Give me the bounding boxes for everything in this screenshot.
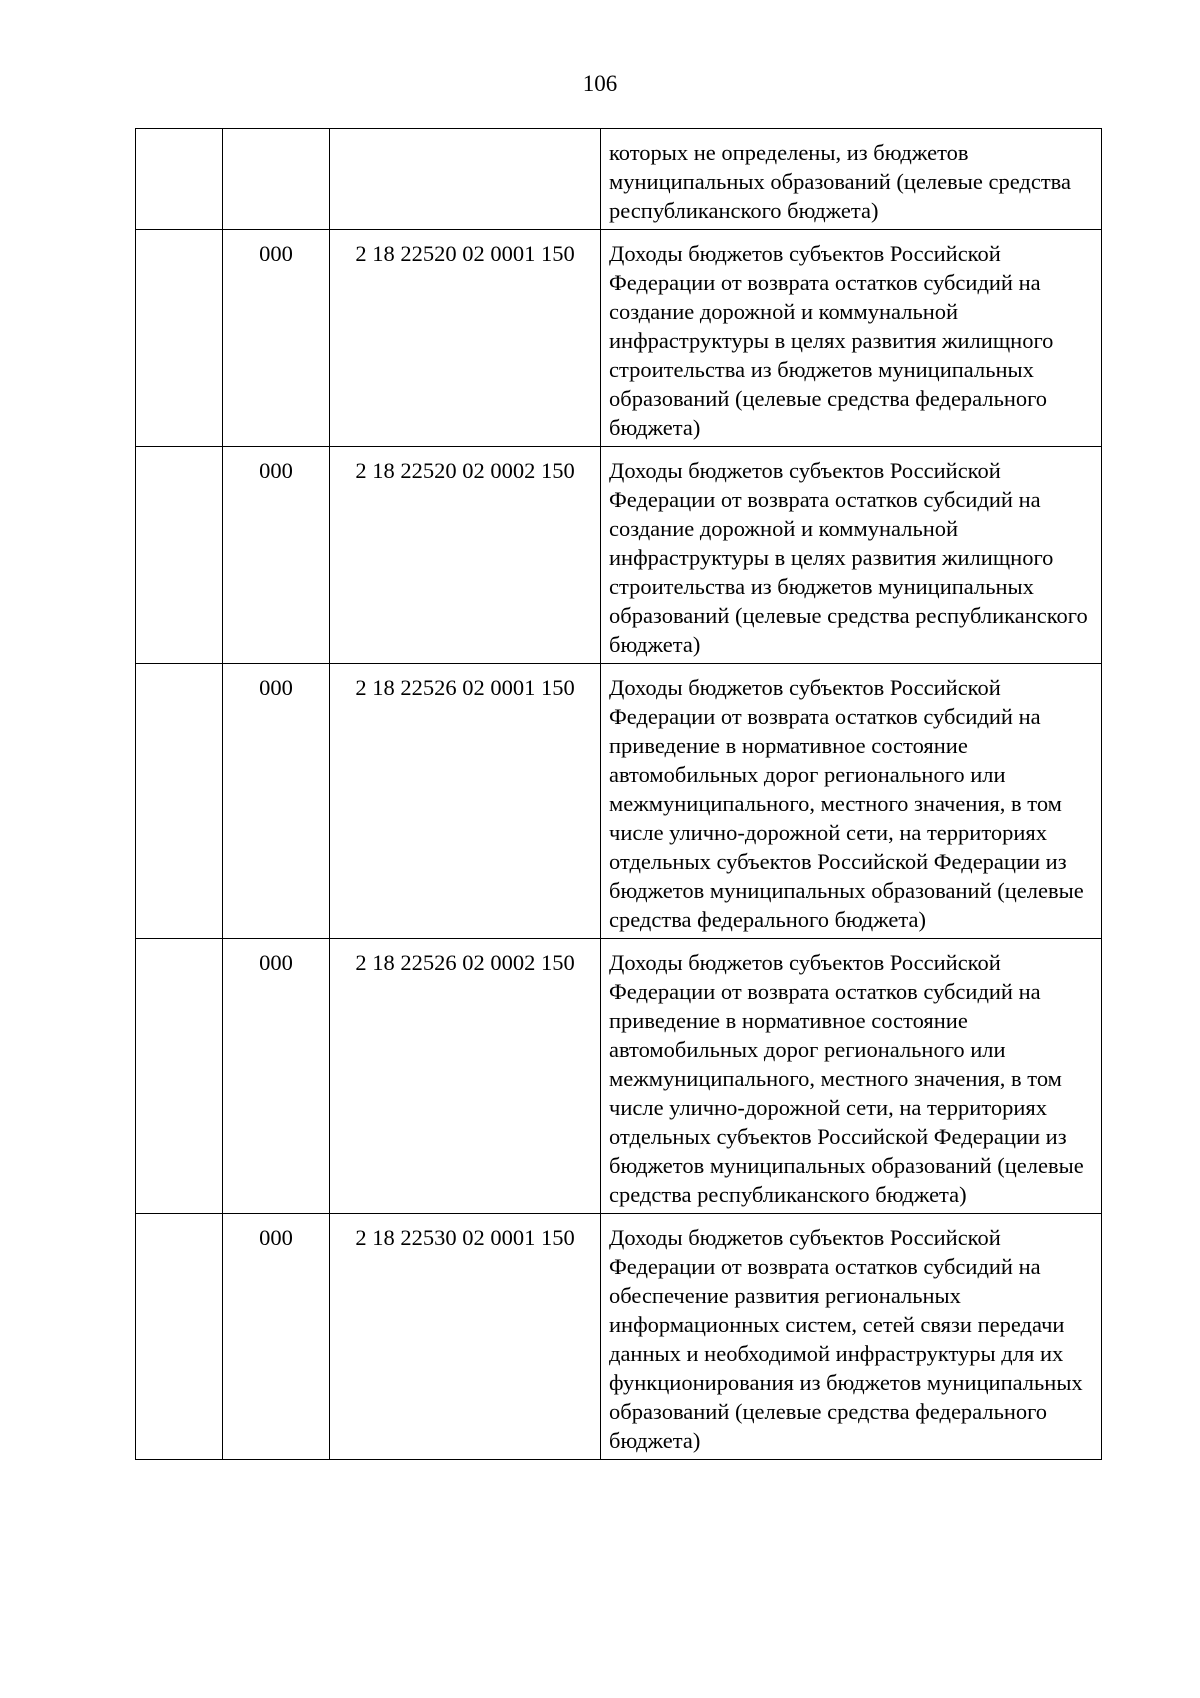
revenue-name-cell: Доходы бюджетов субъектов Российской Федерации от возврата остатков субсидий на создание дорожной и коммунальной инфраструктуры в целях развития жилищного строительства из бюджетов муниципальных образований (целевые средства федерального бюджета) <box>601 230 1102 447</box>
row-number-cell <box>136 230 223 447</box>
table-row <box>136 664 1102 939</box>
admin-code-cell: 000 <box>223 447 330 664</box>
table-row <box>136 129 1102 230</box>
table-row <box>136 1214 1102 1460</box>
admin-code-cell <box>223 129 330 230</box>
row-number-cell <box>136 939 223 1214</box>
revenue-name-cell: которых не определены, из бюджетов муниципальных образований (целевые средства республиканского бюджета) <box>601 129 1102 230</box>
row-number-cell <box>136 664 223 939</box>
table-row <box>136 447 1102 664</box>
table-row <box>136 939 1102 1214</box>
revenue-name-cell: Доходы бюджетов субъектов Российской Федерации от возврата остатков субсидий на приведение в нормативное состояние автомобильных дорог регионального или межмуниципального, местного значения, в том числе улично-дорожной сети, на территориях отдельных субъектов Российской Федерации из бюджетов муниципальных образований (целевые средства федерального бюджета) <box>601 664 1102 939</box>
page-number: 106 <box>582 71 618 96</box>
revenue-name-cell: Доходы бюджетов субъектов Российской Федерации от возврата остатков субсидий на создание дорожной и коммунальной инфраструктуры в целях развития жилищного строительства из бюджетов муниципальных образований (целевые средства республиканского бюджета) <box>601 447 1102 664</box>
budget-code-cell: 2 18 22526 02 0001 150 <box>330 664 601 939</box>
admin-code-cell: 000 <box>223 664 330 939</box>
table-row <box>136 230 1102 447</box>
row-number-cell <box>136 1214 223 1460</box>
admin-code-cell: 000 <box>223 230 330 447</box>
admin-code-cell: 000 <box>223 939 330 1214</box>
budget-code-cell <box>330 129 601 230</box>
budget-code-cell: 2 18 22526 02 0002 150 <box>330 939 601 1214</box>
row-number-cell <box>136 129 223 230</box>
admin-code-cell: 000 <box>223 1214 330 1460</box>
row-number-cell <box>136 447 223 664</box>
budget-code-cell: 2 18 22520 02 0001 150 <box>330 230 601 447</box>
budget-code-cell: 2 18 22520 02 0002 150 <box>330 447 601 664</box>
revenue-codes-table <box>135 128 1102 1460</box>
revenue-name-cell: Доходы бюджетов субъектов Российской Федерации от возврата остатков субсидий на приведение в нормативное состояние автомобильных дорог регионального или межмуниципального, местного значения, в том числе улично-дорожной сети, на территориях отдельных субъектов Российской Федерации из бюджетов муниципальных образований (целевые средства республиканского бюджета) <box>601 939 1102 1214</box>
budget-code-cell: 2 18 22530 02 0001 150 <box>330 1214 601 1460</box>
revenue-name-cell: Доходы бюджетов субъектов Российской Федерации от возврата остатков субсидий на обеспечение развития региональных информационных систем, сетей связи передачи данных и необходимой инфраструктуры для их функционирования из бюджетов муниципальных образований (целевые средства федерального бюджета) <box>601 1214 1102 1460</box>
